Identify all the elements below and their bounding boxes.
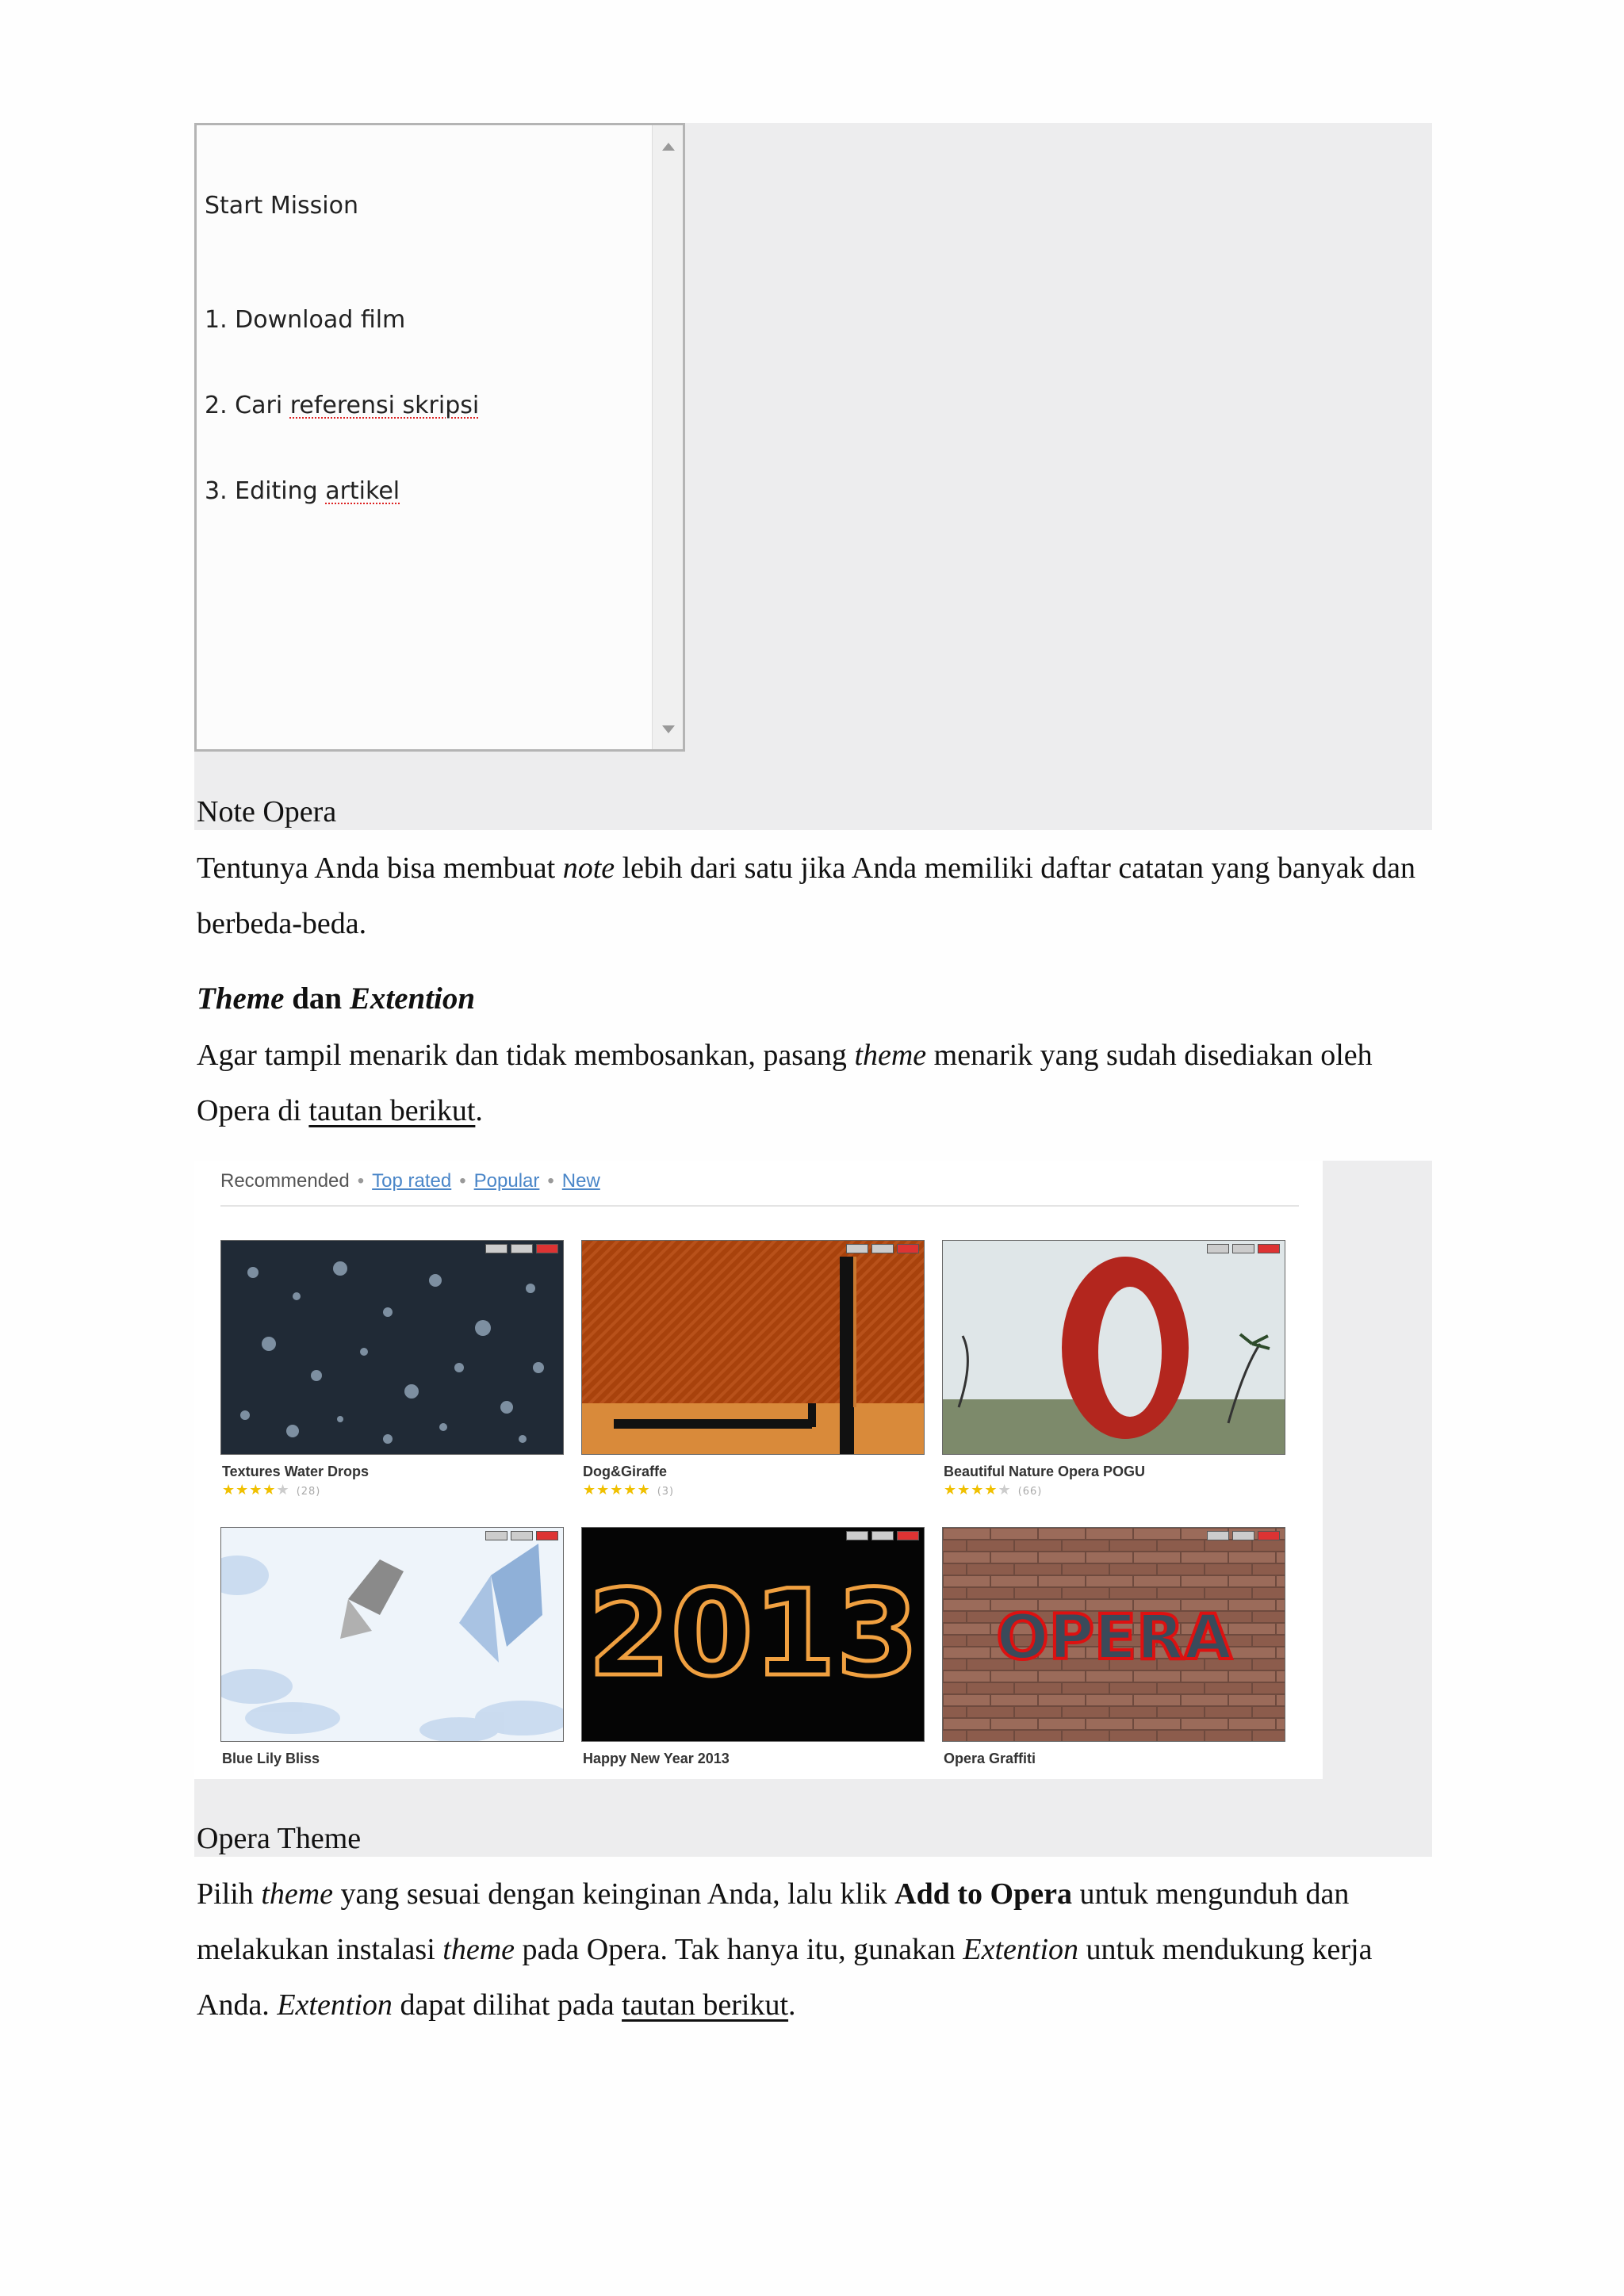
note-content[interactable] <box>205 135 479 563</box>
svg-text:OPERA: OPERA <box>996 1602 1232 1674</box>
svg-text:2013: 2013 <box>588 1565 919 1703</box>
theme-thumbnail-dog-giraffe[interactable] <box>581 1240 925 1455</box>
theme-thumbnail-water-drops[interactable] <box>220 1240 564 1455</box>
figure-caption-theme: Opera Theme <box>197 1822 362 1855</box>
graffiti-brick-image <box>943 1528 1285 1742</box>
paragraph-theme-intro: Agar tampil menarik dan tidak membosankan, pasang theme menarik yang sudah disediakan oleh Opera di tautan berikut. <box>197 1039 1373 1127</box>
note-scrollbar[interactable] <box>652 125 683 749</box>
scroll-up-arrow-icon[interactable] <box>662 143 675 151</box>
butterfly-lily-image <box>221 1528 564 1742</box>
window-controls <box>843 1531 919 1542</box>
theme-filter-tabs: Recommended • Top rated • Popular • New <box>220 1170 600 1192</box>
window-controls <box>482 1531 558 1542</box>
theme-rating-stars: ★★★★★ (28) <box>222 1482 321 1498</box>
paragraph-theme-install: Pilih theme yang sesuai dengan keinginan Anda, lalu klik Add to Opera untuk mengunduh dan melakukan instalasi theme pada Opera. Tak hanya itu, gunakan Extention untuk mendukung kerja Anda. Extention dapat dilihat pada tautan berikut. <box>197 1877 1373 2022</box>
theme-name[interactable]: Happy New Year 2013 <box>583 1751 730 1766</box>
scroll-down-arrow-icon[interactable] <box>662 725 675 733</box>
opera-note-window[interactable] <box>194 123 685 752</box>
theme-thumbnail-blue-lily[interactable] <box>220 1527 564 1742</box>
theme-rating-stars: ★★★★★ (66) <box>944 1482 1043 1498</box>
theme-name[interactable]: Blue Lily Bliss <box>222 1751 320 1766</box>
theme-rating-stars: ★★★★★ (3) <box>583 1482 675 1498</box>
theme-name[interactable]: Dog&Giraffe <box>583 1464 668 1479</box>
tab-popular[interactable]: Popular <box>473 1170 540 1192</box>
note-item: 1. Download film <box>205 306 406 334</box>
extention-link[interactable]: tautan berikut <box>622 1988 789 2022</box>
note-item: 2. Cari referensi skripsi <box>205 392 480 419</box>
theme-name[interactable]: Textures Water Drops <box>222 1464 370 1479</box>
theme-link[interactable]: tautan berikut <box>308 1094 476 1127</box>
theme-thumbnail-nature-opera[interactable] <box>942 1240 1285 1455</box>
note-item: 3. Editing artikel <box>205 477 400 505</box>
window-controls <box>482 1244 558 1255</box>
section-heading-theme-extention: Theme dan Extention <box>197 982 476 1016</box>
opera-logo-nature-image <box>943 1241 1285 1455</box>
paragraph-note: Tentunya Anda bisa membuat note lebih dari satu jika Anda memiliki daftar catatan yang banyak dan berbeda-beda. <box>197 851 1415 940</box>
figure-caption-note: Note Opera <box>197 795 337 828</box>
theme-name[interactable]: Beautiful Nature Opera POGU <box>944 1464 1146 1479</box>
opera-theme-gallery <box>194 1161 1323 1779</box>
theme-thumbnail-new-year-2013[interactable] <box>581 1527 925 1742</box>
window-controls <box>1204 1244 1280 1255</box>
window-controls <box>843 1244 919 1255</box>
tab-top-rated[interactable]: Top rated <box>372 1170 452 1192</box>
note-title: Start Mission <box>205 192 359 220</box>
tab-new[interactable]: New <box>561 1170 600 1192</box>
water-drops-image <box>221 1241 564 1455</box>
dog-giraffe-image <box>582 1241 925 1455</box>
tab-recommended[interactable]: Recommended <box>220 1170 350 1192</box>
divider <box>220 1205 1299 1207</box>
theme-name[interactable]: Opera Graffiti <box>944 1751 1036 1766</box>
theme-thumbnail-opera-graffiti[interactable] <box>942 1527 1285 1742</box>
new-year-sparkler-image <box>582 1528 925 1742</box>
window-controls <box>1204 1531 1280 1542</box>
